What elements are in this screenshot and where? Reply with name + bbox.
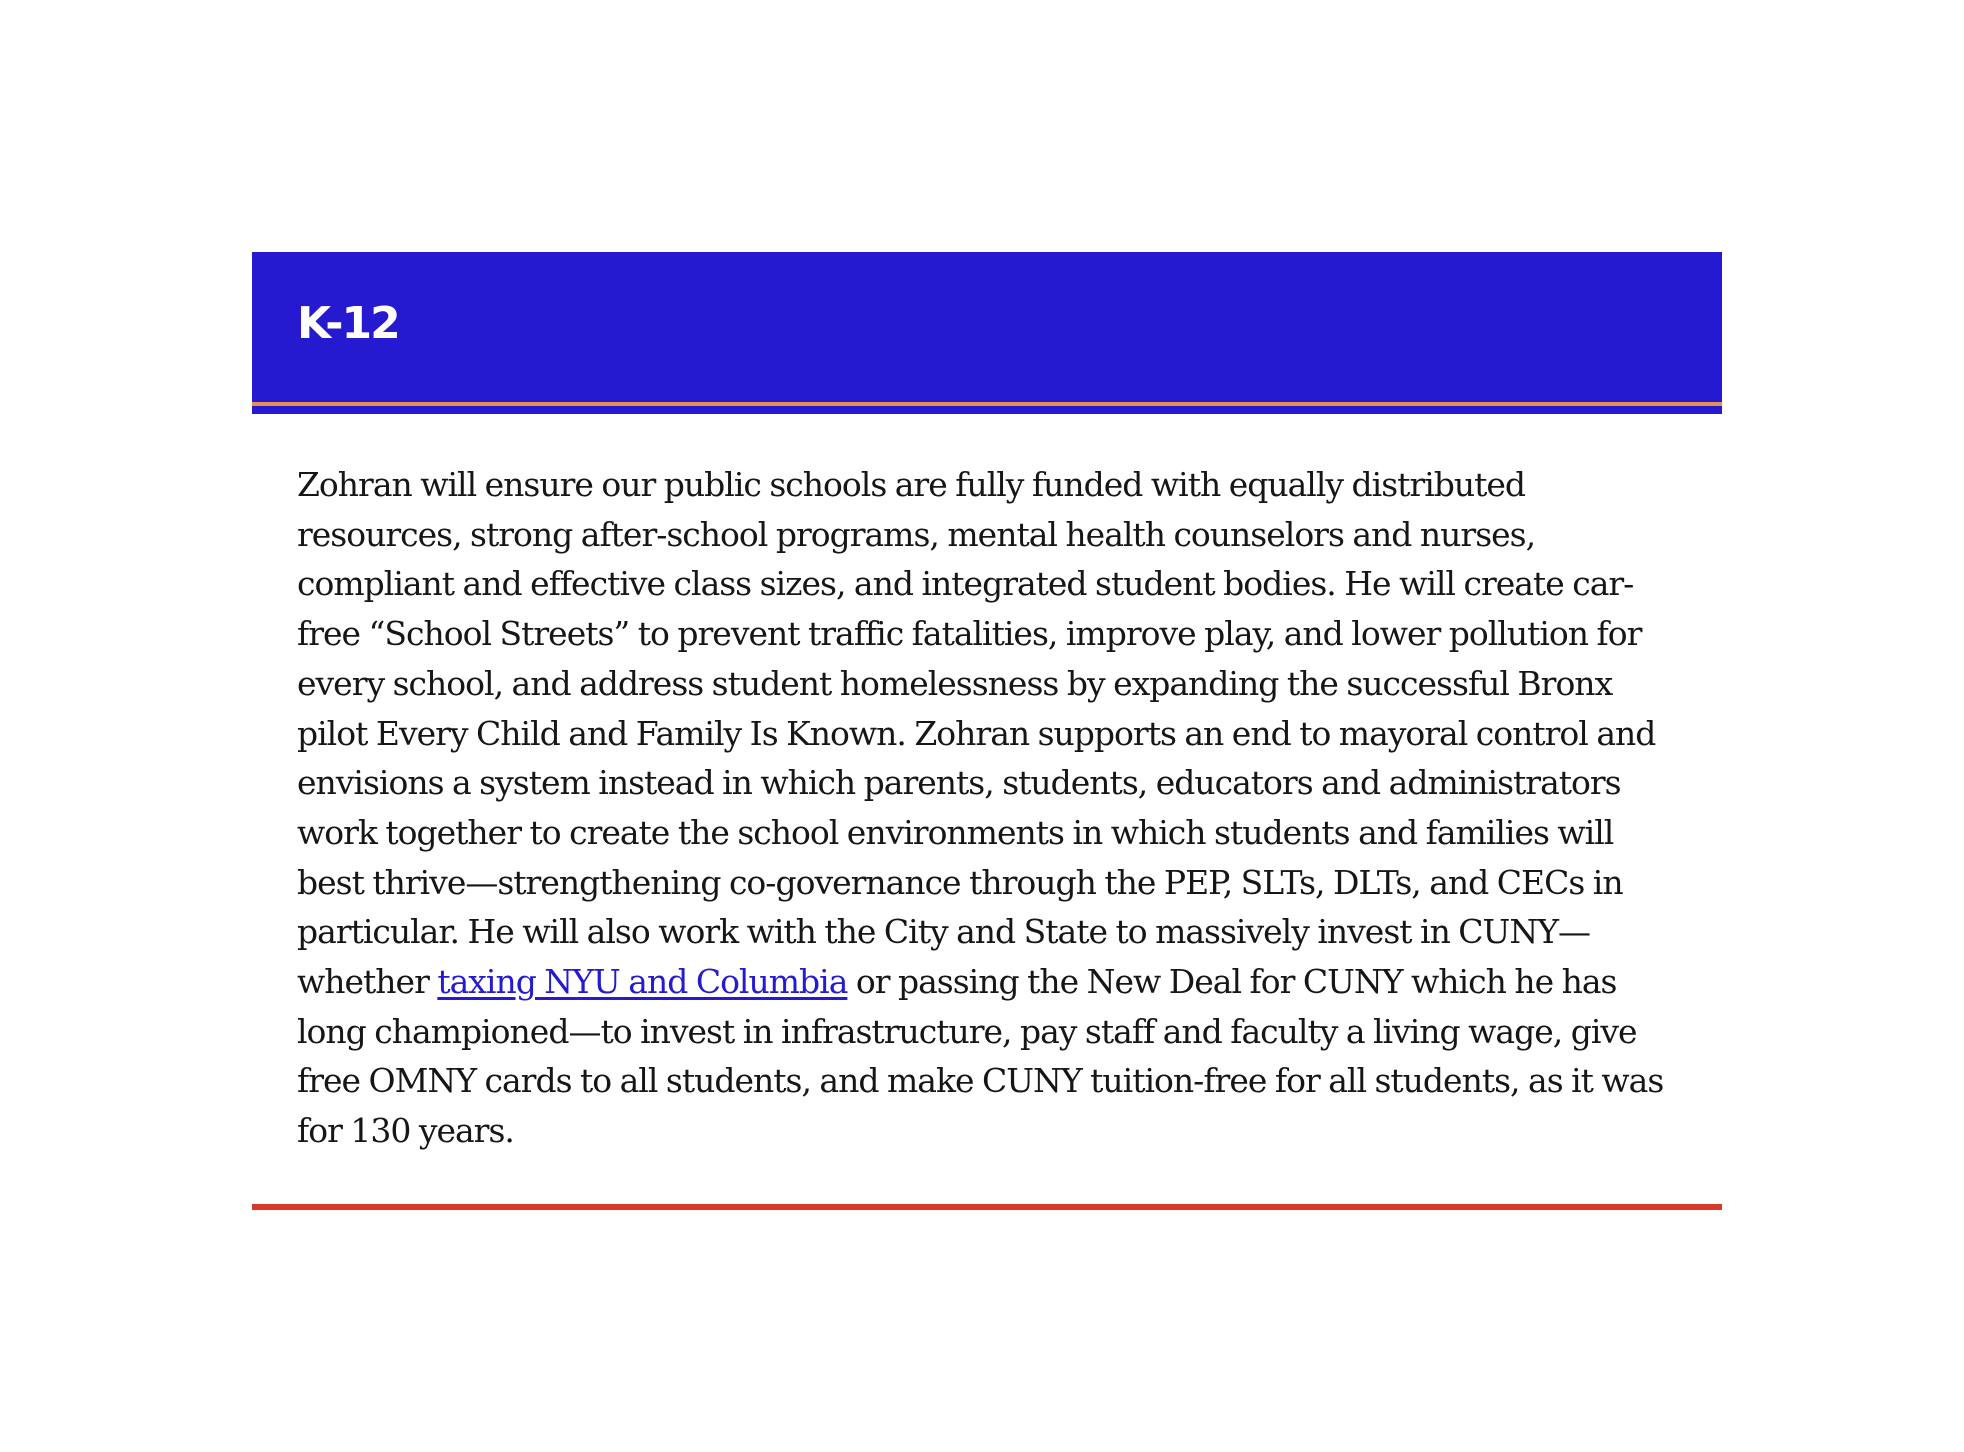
section-title: K-12 (297, 298, 399, 349)
taxing-nyu-columbia-link[interactable]: taxing NYU and Columbia (437, 962, 848, 1002)
body-text-before-link: Zohran will ensure our public schools are fully funded with equally distributed resources, strong after-school programs, mental health counselors and nurses, compliant and effective class sizes, and integrated student bodies. He will create car-free “School Streets” to prevent traffic fatalities, improve play, and lower pollution for every school, and address student homelessness by expanding the successful Bronx pilot Every Child and Family Is Known. Zohran supports an end to mayoral control and envisions a system instead in which parents, students, educators and administrators work together to create the school environments in which students and families will best thrive—strengthening co-governance through the PEP, SLTs, DLTs, and CECs in particular. He will also work with the City and State to massively invest in CUNY—whether (297, 465, 1656, 1002)
section-bottom-rule (252, 1204, 1722, 1210)
section-header (252, 252, 1722, 402)
section-body (252, 414, 1722, 1204)
policy-section-card (252, 252, 1722, 1210)
header-bottom-band (252, 406, 1722, 414)
body-text-after-link: or passing the New Deal for CUNY which he has long championed—to invest in infrastructure, pay staff and faculty a living wage, give free OMNY cards to all students, and make CUNY tuition-free for all students, as it was for 130 years. (297, 962, 1664, 1151)
